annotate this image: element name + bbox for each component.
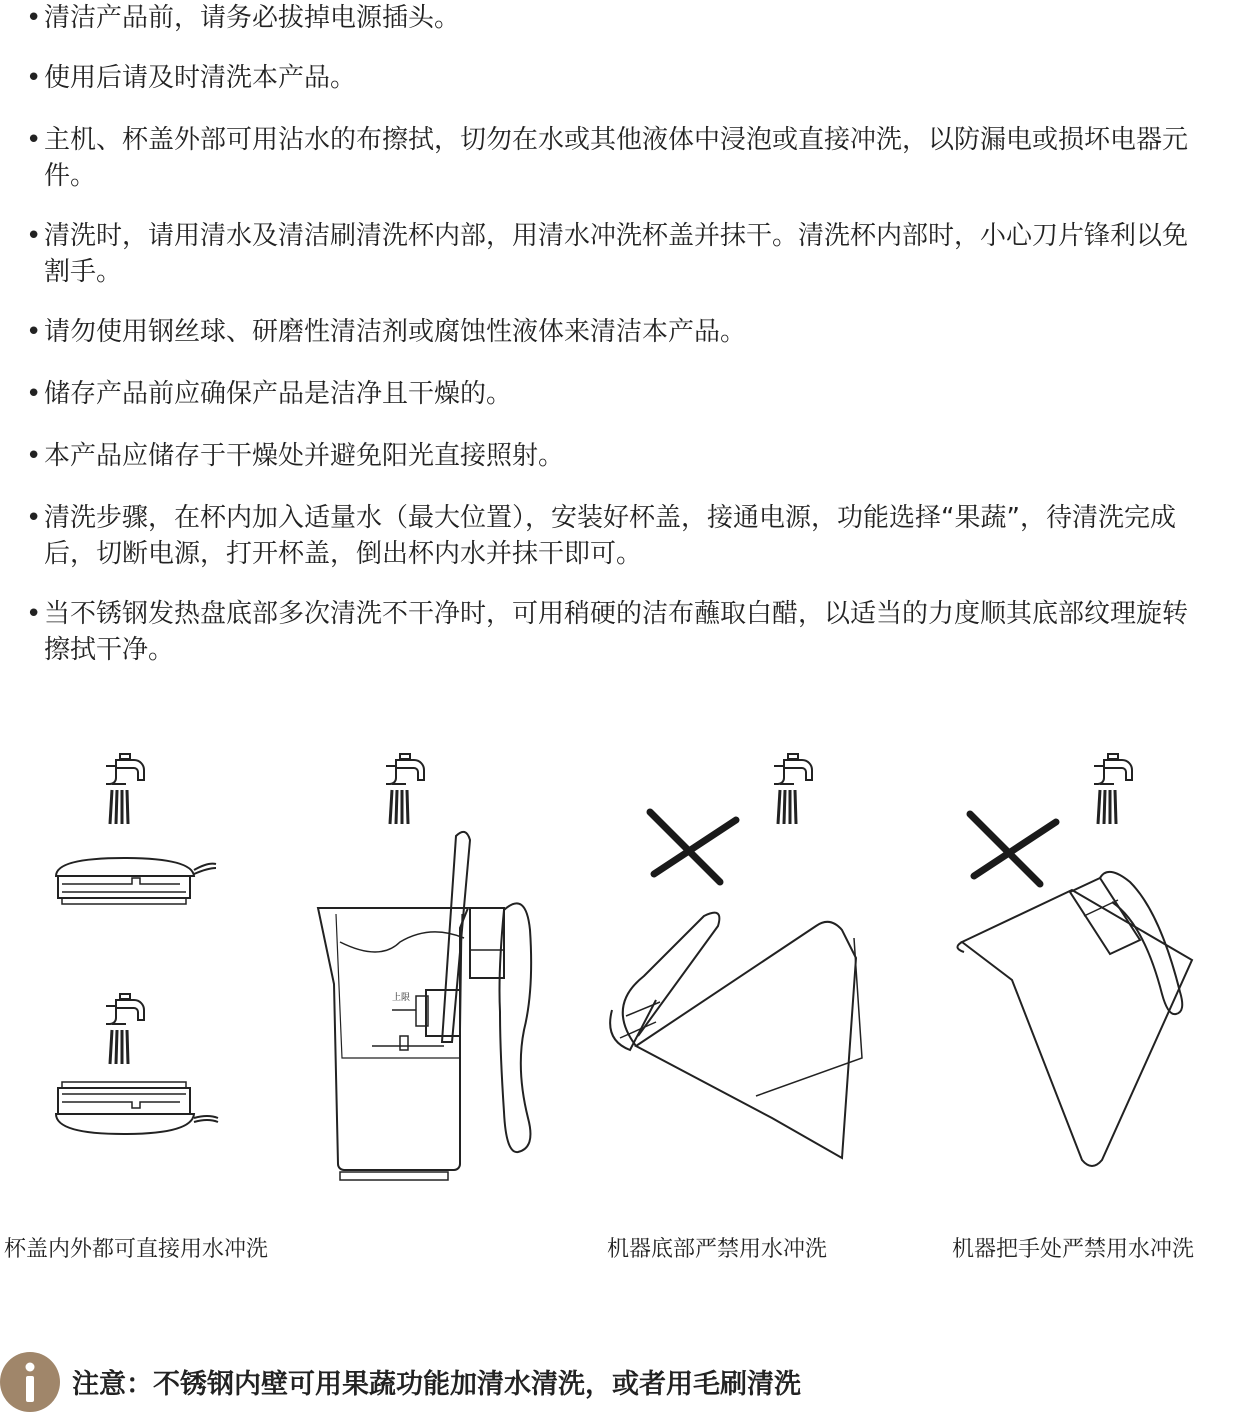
bullet-marker: • [26,221,42,251]
instruction-text: 当不锈钢发热盘底部多次清洗不干净时，可用稍硬的洁布蘸取白醋，以适当的力度顺其底部纹理旋转擦拭干净。 [44,599,1189,665]
max-level-label: 上限 [392,993,411,1003]
instruction-text: 本产品应储存于干燥处并避免阳光直接照射。 [44,441,565,471]
jug-icon [610,913,862,1158]
jug-icon [957,872,1192,1166]
instruction-text: 使用后请及时清洗本产品。 [44,63,357,93]
instruction-text: 储存产品前应确保产品是洁净且干燥的。 [44,379,513,409]
instruction-item [26,60,1206,96]
instruction-text: 清洗时，请用清水及清洁刷清洗杯内部，用清水冲洗杯盖并抹干。清洗杯内部时，小心刀片锋利以免割手。 [44,221,1189,287]
info-icon [0,1352,60,1412]
instruction-item [26,500,1206,572]
instruction-text: 主机、杯盖外部可用沾水的布擦拭，切勿在水或其他液体中浸泡或直接冲洗，以防漏电或损坏电器元件。 [44,125,1189,191]
faucet-icon [106,754,144,824]
lid-icon [56,1082,218,1134]
attention-note [0,1352,1238,1413]
instruction-item [26,596,1206,668]
cleaning-illustrations [0,740,1238,1200]
faucet-icon [106,994,144,1064]
caption-base-no-water: 机器底部严禁用水冲洗 [607,1237,828,1262]
bullet-marker: • [26,125,42,155]
instruction-item [26,0,1206,36]
instruction-text: 请勿使用钢丝球、研磨性清洁剂或腐蚀性液体来清洁本产品。 [44,317,747,347]
bullet-marker: • [26,3,42,33]
note-text: 注意：不锈钢内壁可用果蔬功能加清水清洗，或者用毛刷清洗 [72,1369,801,1400]
faucet-icon [386,754,424,824]
instruction-text: 清洁产品前，请务必拔掉电源插头。 [44,3,461,33]
bullet-marker: • [26,317,42,347]
instruction-item [26,438,1206,474]
cross-icon [970,814,1056,884]
bullet-marker: • [26,379,42,409]
jug-icon [318,832,531,1180]
bullet-marker: • [26,441,42,471]
caption-lid-washable: 杯盖内外都可直接用水冲洗 [4,1237,269,1262]
caption-handle-no-water: 机器把手处严禁用水冲洗 [952,1237,1195,1262]
instruction-item [26,122,1206,194]
instruction-item [26,314,1206,350]
instruction-text: 清洗步骤，在杯内加入适量水（最大位置），安装好杯盖，接通电源，功能选择“果蔬”，待清洗完成后，切断电源，打开杯盖，倒出杯内水并抹干即可。 [44,503,1176,569]
faucet-icon [1094,754,1132,824]
faucet-icon [774,754,812,824]
cross-icon [650,812,736,882]
lid-icon [56,858,216,904]
instruction-item [26,376,1206,412]
bullet-marker: • [26,503,42,533]
bullet-marker: • [26,599,42,629]
instruction-item [26,218,1206,290]
bullet-marker: • [26,63,42,93]
